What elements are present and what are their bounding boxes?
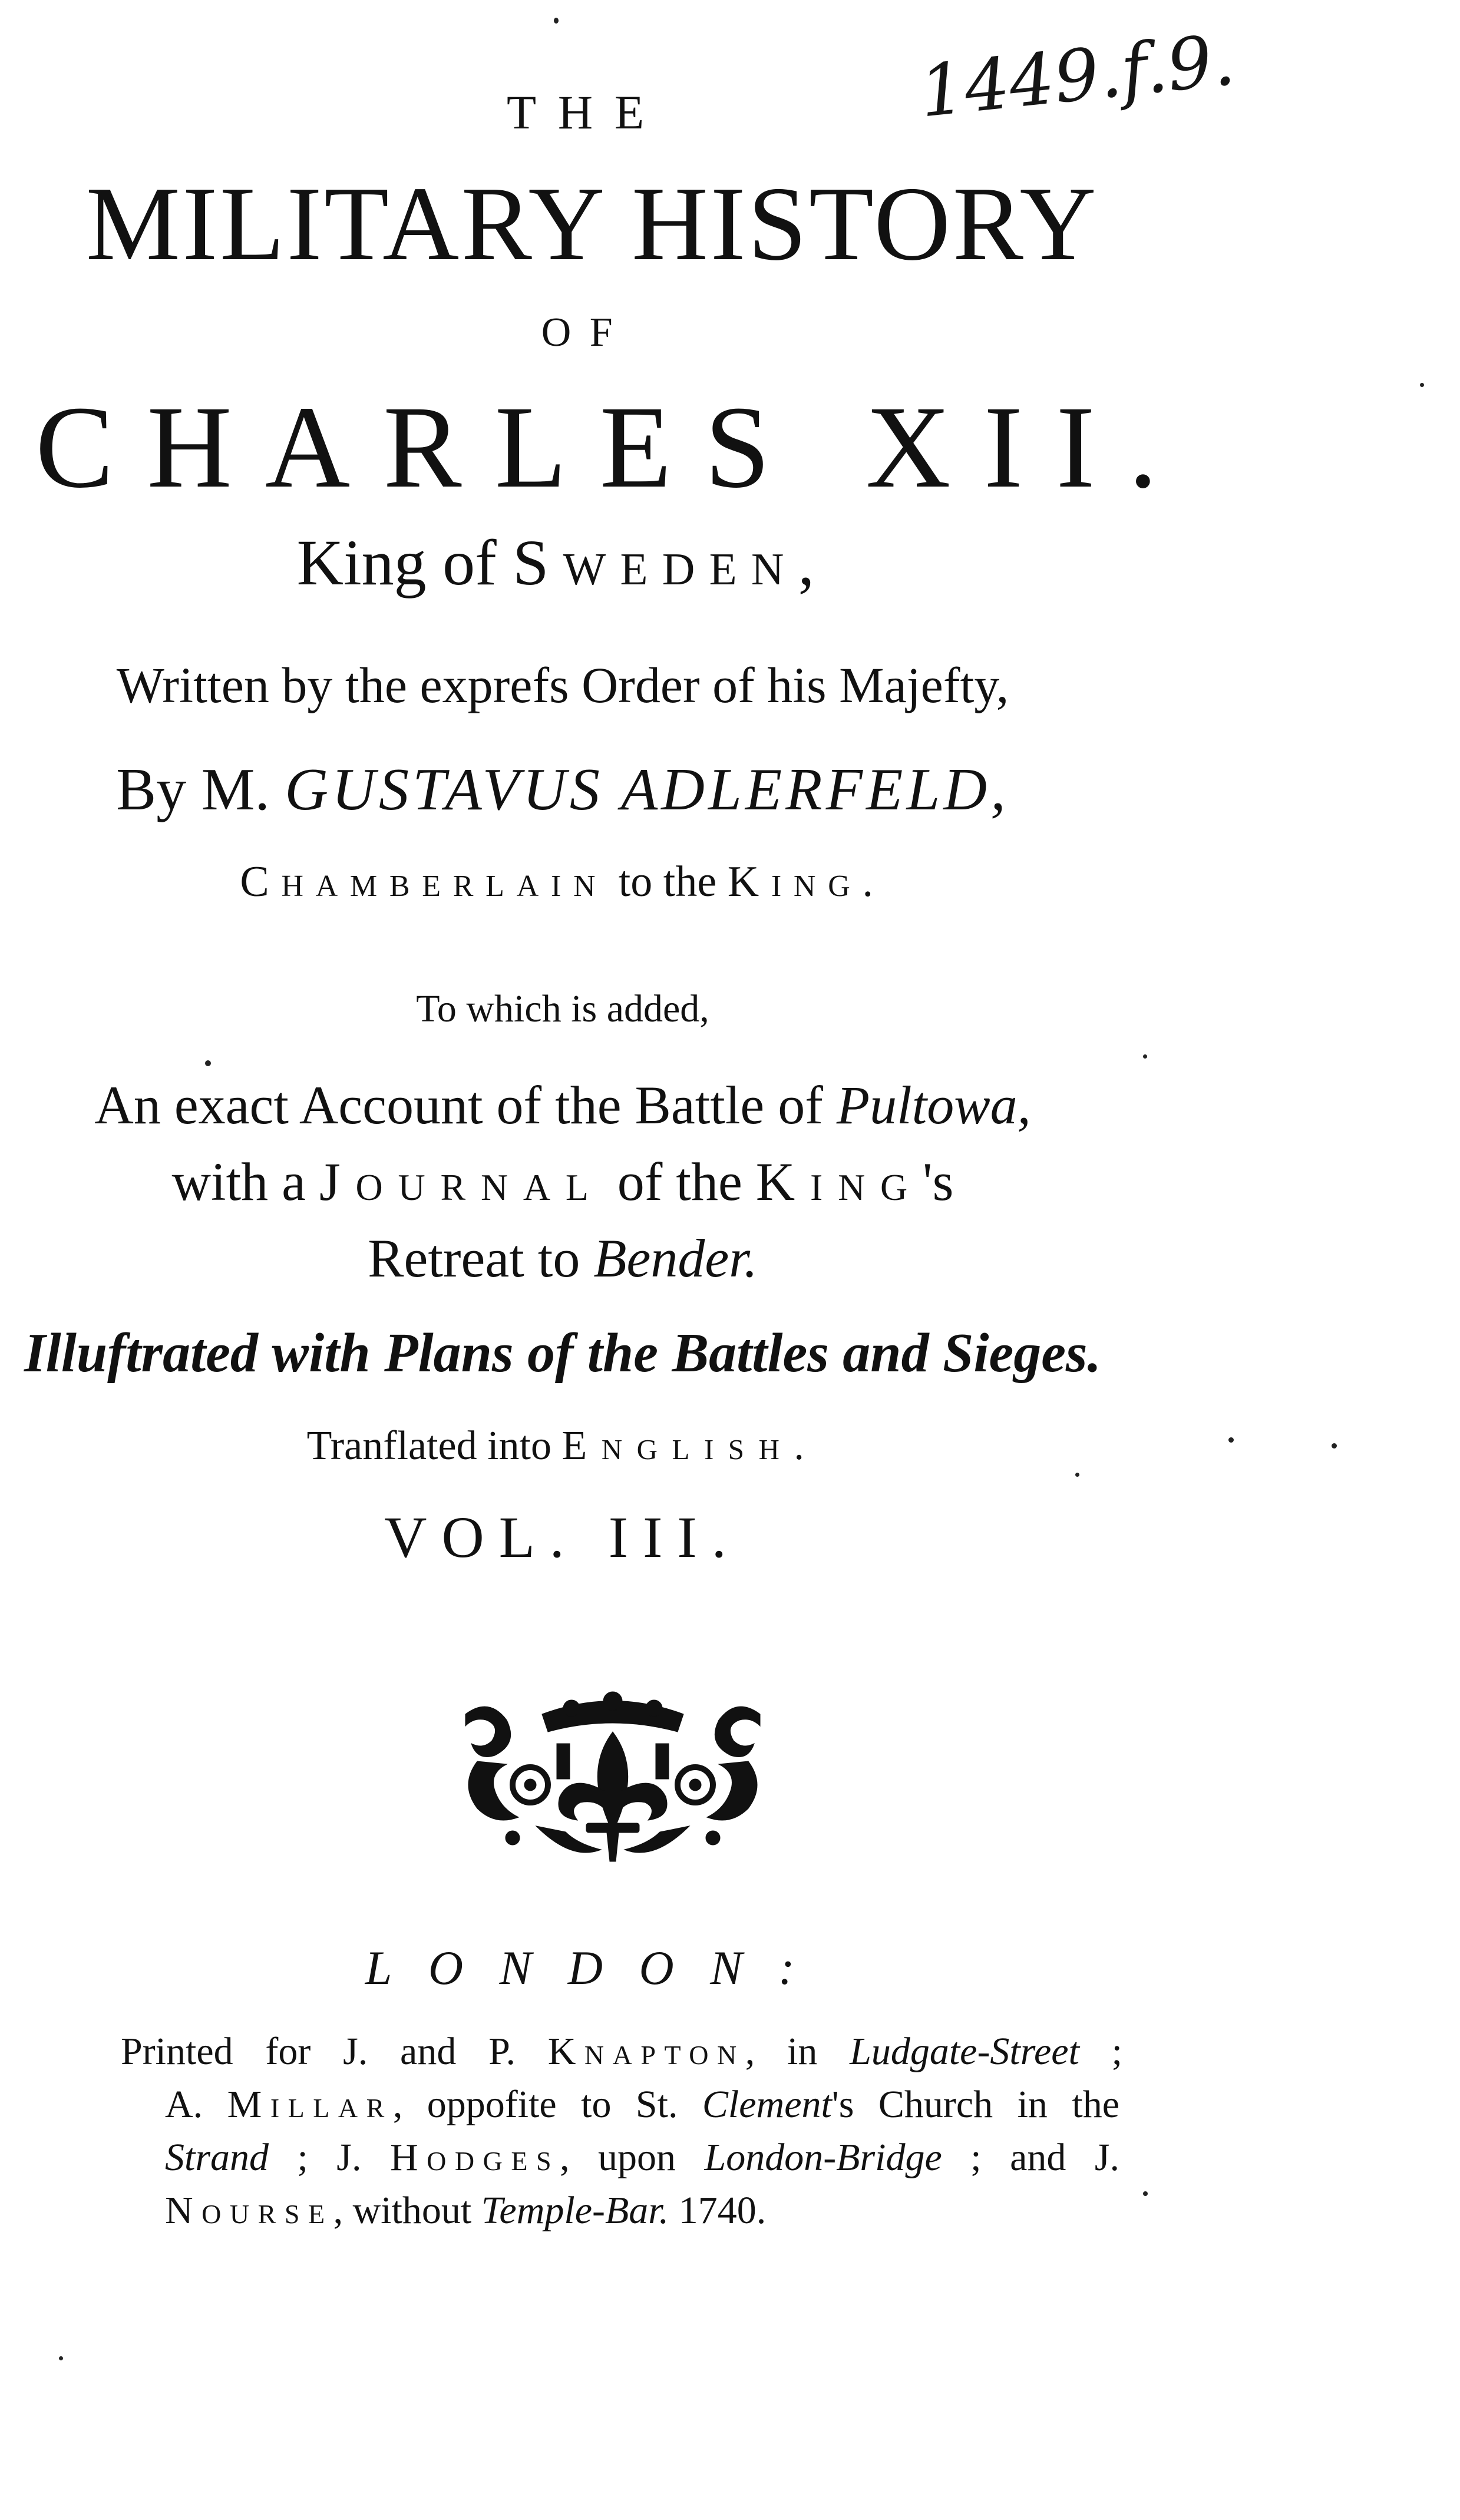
- written-by-line: Written by the exprefs Order of his Majefty,: [116, 657, 1009, 713]
- scan-speck: [205, 1060, 211, 1066]
- imprint-strand: Strand: [165, 2136, 269, 2179]
- imprint-and-j: ; and J.: [942, 2136, 1119, 2179]
- scan-speck: [1143, 2191, 1148, 2196]
- imprint-line-4: [165, 2191, 837, 2230]
- fleur-de-lis-ornament: [454, 1691, 772, 1867]
- scan-speck: [554, 18, 559, 24]
- english-word: English.: [561, 1423, 819, 1469]
- subtitle-king-of-sweden: [0, 527, 1125, 598]
- with-a-word: with a: [171, 1152, 319, 1212]
- account-line: [0, 1075, 1125, 1135]
- imprint-london-bridge: London-Bridge: [704, 2136, 942, 2179]
- scan-speck: [1332, 1443, 1337, 1448]
- to-which-line: To which is added,: [416, 987, 709, 1030]
- retreat-line: [0, 1228, 1125, 1288]
- pultowa-word: Pultowa,: [836, 1075, 1031, 1135]
- bender-word: Bender.: [593, 1228, 758, 1288]
- imprint-hodges: Hodges: [389, 2136, 560, 2179]
- author-line: [0, 756, 1125, 823]
- imprint-upon: , upon: [560, 2136, 705, 2179]
- imprint-millar: Millar: [227, 2083, 393, 2126]
- imprint-nourse: Nourse: [165, 2189, 333, 2232]
- scan-speck: [1075, 1473, 1079, 1477]
- kings-word: King: [755, 1152, 923, 1212]
- imprint-line-3: [165, 2138, 1119, 2177]
- scan-speck: [59, 2356, 63, 2360]
- title-the: THE: [506, 85, 666, 139]
- scan-speck: [1143, 1054, 1147, 1059]
- scan-speck: [1228, 1437, 1234, 1443]
- handwritten-shelfmark: 1449.f.9.: [916, 19, 1239, 134]
- to-the-word: to the: [607, 858, 728, 906]
- imprint-j: ; J.: [269, 2136, 390, 2179]
- scan-speck: [1420, 383, 1424, 387]
- author-name: GUSTAVUS ADLERFELD,: [285, 756, 1009, 823]
- illustrated-line: Illuftrated with Plans of the Battles and Sieges.: [24, 1322, 1101, 1384]
- imprint-without: , without: [333, 2189, 481, 2232]
- imprint-a: A.: [165, 2083, 227, 2126]
- title-of: OF: [541, 310, 632, 355]
- translated-prefix: Tranflated into: [306, 1423, 562, 1469]
- of-the-word: of the: [603, 1152, 756, 1212]
- account-prefix: An exact Account of the Battle of: [94, 1075, 837, 1135]
- imprint-clement: Clement: [702, 2083, 832, 2126]
- translated-line: [0, 1423, 1125, 1469]
- imprint-year: 1740.: [669, 2189, 767, 2232]
- king-word: King.: [727, 858, 886, 906]
- volume-number: VOL. III.: [384, 1504, 741, 1570]
- chamberlain-word: Chamberlain: [240, 858, 608, 906]
- retreat-prefix: Retreat to: [368, 1228, 594, 1288]
- imprint-knapton: Knapton: [547, 2030, 745, 2073]
- chamberlain-line: [0, 860, 1125, 904]
- imprint-temple-bar: Temple-Bar.: [481, 2189, 669, 2232]
- imprint-line-1: [121, 2032, 1122, 2071]
- imprint-ludgate-street: Ludgate-Street: [850, 2030, 1079, 2073]
- imprint-line-2: [165, 2085, 1119, 2124]
- title-military-history: MILITARY HISTORY: [85, 165, 1099, 282]
- imprint-church: 's Church in the: [831, 2083, 1119, 2126]
- imprint-printed-for: Printed for J. and P.: [121, 2030, 548, 2073]
- journal-line: [0, 1152, 1125, 1212]
- title-charles-xii: CHARLES XII.: [35, 382, 1191, 512]
- imprint-place: LONDON:: [365, 1941, 831, 1995]
- imprint-opposite: , oppofite to St.: [392, 2083, 702, 2126]
- by-prefix: By M.: [116, 756, 285, 823]
- imprint-in: , in: [745, 2030, 850, 2073]
- journal-word: Journal: [319, 1152, 604, 1212]
- imprint-semicolon-1: ;: [1079, 2030, 1123, 2073]
- kings-suffix: 's: [923, 1152, 954, 1212]
- king-prefix: King of: [296, 527, 513, 598]
- king-country: Sweden,: [513, 527, 829, 598]
